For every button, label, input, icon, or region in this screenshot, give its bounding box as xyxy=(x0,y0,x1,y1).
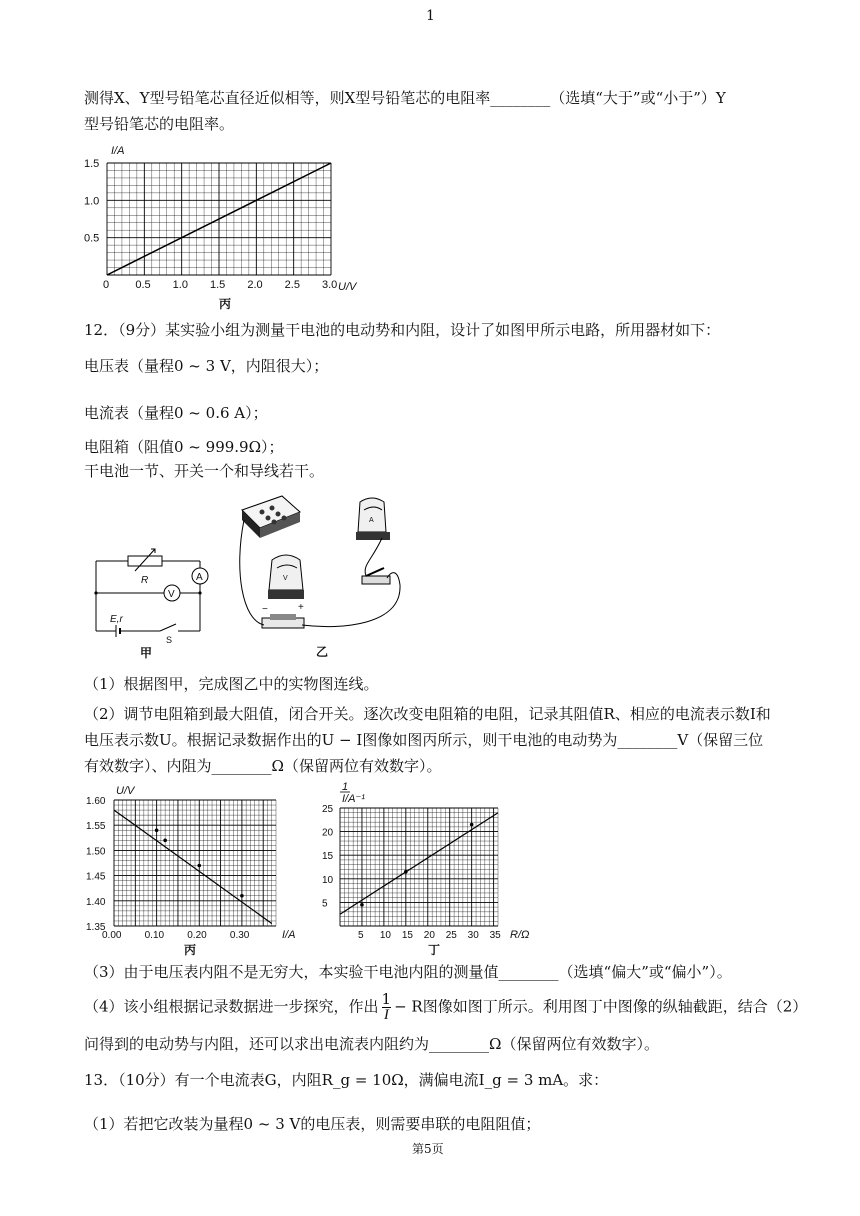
fraction-1-over-i: $\frac{1}{I}$ xyxy=(381,990,392,1023)
label-a: A xyxy=(196,572,203,583)
q12-stem: 12．（9分）某实验小组为测量干电池的电动势和内阻，设计了如图甲所示电路，所用器材如下： xyxy=(84,321,721,339)
page-number: 1 xyxy=(426,8,435,24)
q12-part-4-pre: （4）该小组根据记录数据进一步探究，作出 xyxy=(84,997,379,1016)
q12-part-3: （3）由于电压表内阻不是无穷大，本实验干电池内阻的测量值________（选填“偏大”或“偏小”）。 xyxy=(84,963,732,981)
xlabel-ui: I/A xyxy=(282,929,296,941)
y-tick-label: 1.40 xyxy=(86,896,106,908)
label-v: V xyxy=(168,589,175,600)
y-tick-label: 25 xyxy=(322,804,334,815)
x-tick-label: 2.0 xyxy=(247,279,263,291)
graph-inv-i-r xyxy=(318,778,548,962)
y-tick-label: 1.50 xyxy=(86,846,106,858)
svg-text:+: + xyxy=(298,602,304,613)
data-point xyxy=(360,903,364,907)
intro-line-1: 测得X、Y型号铅笔芯直径近似相等，则X型号铅笔芯的电阻率________（选填“大于”或“小于”）Y xyxy=(84,89,726,107)
label-s: S xyxy=(166,635,173,645)
x-tick-label: 3.0 xyxy=(322,279,338,291)
label-er: E,r xyxy=(110,614,123,625)
caption-top: 丙 xyxy=(219,297,232,311)
x-tick-label: 0.5 xyxy=(135,279,151,291)
x-tick-label: 0 xyxy=(103,279,110,291)
grid-inv xyxy=(340,808,498,926)
data-point xyxy=(155,828,159,832)
q12-part-2-line-c: 有效数字）、内阻为________Ω（保留两位有效数字）。 xyxy=(84,757,442,775)
ylabel-ui: U/V xyxy=(116,785,135,797)
chart2-series-line xyxy=(114,810,272,923)
ammeter-device xyxy=(356,498,390,540)
circuit-diagram xyxy=(88,545,218,660)
ticks-ui xyxy=(86,796,250,941)
x-tick-label: 10 xyxy=(379,930,392,941)
y-tick-label: 1.5 xyxy=(84,158,100,170)
q12-part-2-line-b: 电压表示数U。根据记录数据作出的U − I图像如图丙所示，则干电池的电动势为________V（保留三位 xyxy=(84,731,764,749)
y-tick-label: 1.35 xyxy=(86,922,106,933)
caption-jia: 甲 xyxy=(140,646,153,660)
caption-ding: 丁 xyxy=(428,943,441,957)
q12-item-3: 电阻箱（阻值0 ~ 999.9Ω）； xyxy=(84,438,284,456)
xlabel-top: U/V xyxy=(338,281,357,293)
xlabel-inv: R/Ω xyxy=(510,929,530,941)
caption-ui: 丙 xyxy=(184,943,197,957)
intro-line-2: 型号铅笔芯的电阻率。 xyxy=(84,115,235,133)
x-tick-label: 0.00 xyxy=(102,930,122,941)
q13-stem: 13．（10分）有一个电流表G，内阻R_g = 10Ω，满偏电流I_g = 3 mA。求： xyxy=(84,1071,609,1089)
data-point xyxy=(240,894,244,898)
y-tick-label: 0.5 xyxy=(84,232,100,245)
y-tick-label: 1.60 xyxy=(86,796,106,807)
x-tick-label: 1.5 xyxy=(210,279,226,291)
ylabel-inv: I/A⁻¹ xyxy=(342,793,365,805)
x-tick-label: 35 xyxy=(489,930,501,941)
x-tick-label: 25 xyxy=(445,930,457,941)
x-tick-label: 0.10 xyxy=(144,930,165,941)
q12-item-4: 干电池一节、开关一个和导线若干。 xyxy=(84,462,325,480)
page-footer: 第5页 xyxy=(412,1142,444,1156)
y-tick-label: 15 xyxy=(322,851,334,863)
caption-yi: 乙 xyxy=(316,645,329,659)
graph-ui xyxy=(84,782,306,962)
x-tick-label: 20 xyxy=(423,930,435,941)
y-tick-label: 1.0 xyxy=(84,195,100,208)
voltmeter-device xyxy=(268,555,304,599)
svg-text:−: − xyxy=(262,604,268,615)
svg-text:A: A xyxy=(369,517,374,524)
q12-part-4-post: − R图像如图丁所示。利用图丁中图像的纵轴截距，结合（2） xyxy=(394,997,808,1016)
graph-top-iu xyxy=(84,142,374,312)
q13-part-1: （1）若把它改装为量程0 ~ 3 V的电压表，则需要串联的电阻阻值； xyxy=(84,1115,541,1133)
y-tick-label: 10 xyxy=(322,874,334,886)
x-tick-label: 2.5 xyxy=(284,279,300,291)
q12-part-4-line-a xyxy=(84,992,807,1023)
x-tick-label: 30 xyxy=(467,930,479,941)
switch-blade xyxy=(160,624,176,631)
x-tick-label: 0.20 xyxy=(187,930,207,941)
label-r: R xyxy=(141,575,149,586)
data-point xyxy=(404,870,408,874)
data-point xyxy=(197,864,201,868)
data-point xyxy=(163,839,167,843)
resistance-box xyxy=(242,496,300,538)
y-tick-label: 1.55 xyxy=(86,821,106,833)
q12-part-2-line-a: （2）调节电阻箱到最大阻值，闭合开关。逐次改变电阻箱的电阻，记录其阻值R、相应的电流表示数I和 xyxy=(84,705,771,723)
x-tick-label: 5 xyxy=(357,930,364,941)
q12-part-1: （1）根据图甲，完成图乙中的实物图连线。 xyxy=(84,675,379,693)
ylabel-top: I/A xyxy=(111,145,125,157)
resistor-box xyxy=(128,556,162,566)
grid-ui xyxy=(114,800,276,926)
x-tick-label: 0.30 xyxy=(229,930,250,941)
data-point xyxy=(470,823,474,827)
q12-item-2: 电流表（量程0 ~ 0.6 A）； xyxy=(84,404,268,422)
switch-device xyxy=(362,568,390,584)
q12-part-4-line-b: 问得到的电动势与内阻，还可以求出电流表内阻约为________Ω（保留两位有效数字）。 xyxy=(84,1035,659,1053)
svg-text:V: V xyxy=(283,575,288,582)
x-tick-label: 1.0 xyxy=(172,279,188,291)
battery-holder xyxy=(262,602,304,628)
y-tick-label: 5 xyxy=(322,898,328,910)
ylabel-inv-num: 1 xyxy=(342,781,349,793)
equipment-photo xyxy=(232,490,412,660)
y-tick-label: 1.45 xyxy=(86,871,106,883)
y-tick-label: 20 xyxy=(322,827,334,839)
x-tick-label: 15 xyxy=(401,930,413,941)
q12-item-1: 电压表（量程0 ~ 3 V，内阻很大）； xyxy=(84,357,329,375)
